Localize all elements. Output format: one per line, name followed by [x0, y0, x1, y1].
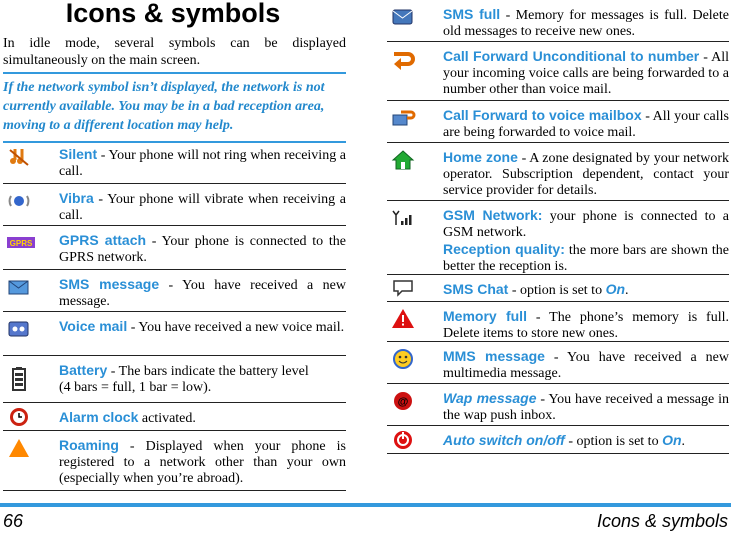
list-item: SMS full - Memory for messages is full. Delete old messages to receive new ones.: [387, 0, 729, 42]
list-item: GPRS GPRS attach - Your phone is connected to the GPRS network.: [3, 226, 346, 270]
list-item: Roaming - Displayed when your phone is registered to a network other than your own (especially when you’re abroad).: [3, 431, 346, 491]
gprs-icon: [7, 232, 31, 254]
alarm-clock-icon: [7, 405, 31, 427]
list-item: Battery - The bars indicate the battery level (4 bars = full, 1 bar = low).: [3, 356, 346, 403]
auto-switch-icon: [391, 429, 415, 451]
list-item: Voice mail - You have received a new voice mail.: [3, 312, 346, 356]
left-icon-list: [3, 140, 346, 491]
section-label: Icons & symbols: [596, 511, 728, 531]
list-item: Alarm clock activated.: [3, 403, 346, 431]
list-item: MMS message - You have received a new multimedia message.: [387, 342, 729, 384]
list-item: GSM Network: your phone is connected to a GSM network. Reception quality: the more bars are shown the better the reception is.: [387, 201, 729, 275]
list-item: Home zone - A zone designated by your network operator. Subscription dependent, contact your service provider for details.: [387, 143, 729, 201]
list-item: SMS message - You have received a new message.: [3, 270, 346, 312]
memory-full-icon: [391, 308, 415, 330]
list-item: Silent - Your phone will not ring when receiving a call.: [3, 140, 346, 184]
intro-paragraph: In idle mode, several symbols can be displayed simultaneously on the main screen.: [3, 36, 346, 68]
call-forward-number-icon: [391, 48, 415, 70]
svg-text:@: @: [397, 396, 409, 408]
silent-icon: [7, 146, 31, 168]
call-forward-mailbox-icon: [391, 107, 415, 129]
footer-divider: [0, 503, 731, 507]
voice-mail-icon: [7, 318, 31, 340]
home-zone-icon: [391, 149, 415, 171]
sms-message-icon: [7, 276, 31, 298]
svg-text:GPRS: GPRS: [9, 239, 33, 248]
page-number: 66: [3, 511, 24, 531]
list-item: Auto switch on/off - option is set to On.: [387, 426, 729, 454]
list-item: SMS Chat - option is set to On.: [387, 275, 729, 302]
list-item: Call Forward Unconditional to number - All your incoming voice calls are being forwarded to a number other than voice mail.: [387, 42, 729, 101]
battery-icon: [7, 366, 31, 388]
roaming-icon: [7, 437, 31, 459]
vibra-icon: [7, 190, 31, 212]
list-item: Memory full - The phone’s memory is full. Delete items to store new ones.: [387, 302, 729, 342]
mms-message-icon: [391, 348, 415, 370]
signal-icon: [391, 207, 415, 229]
right-icon-list: [387, 0, 729, 454]
sms-chat-icon: [391, 277, 415, 299]
sms-full-icon: [391, 6, 415, 28]
page-title: Icons & symbols: [65, 0, 281, 28]
network-note: If the network symbol isn’t displayed, the network is not currently available. You may be in a bad reception area, moving to a different location may help.: [3, 72, 346, 143]
wap-message-icon: [391, 390, 415, 412]
list-item: @ Wap message - You have received a message in the wap push inbox.: [387, 384, 729, 426]
list-item: Vibra - Your phone will vibrate when receiving a call.: [3, 184, 346, 226]
list-item: Call Forward to voice mailbox - All your calls are being forwarded to voice mail.: [387, 101, 729, 143]
